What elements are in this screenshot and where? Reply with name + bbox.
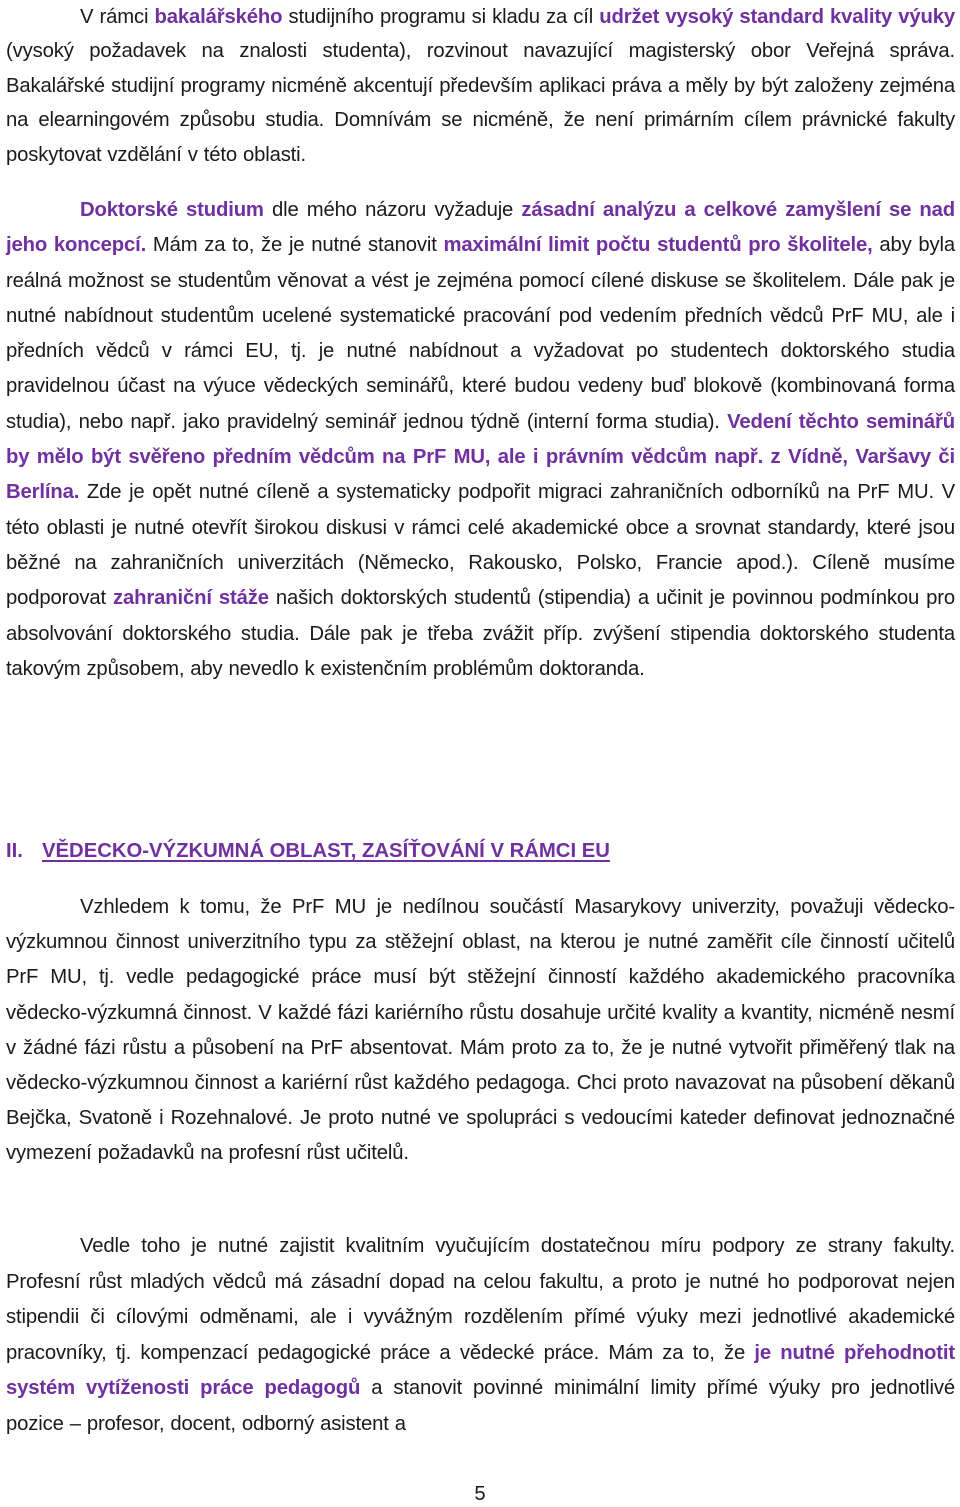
text-run: Vzhledem k tomu, že PrF MU je nedílnou součástí Masarykovy univerzity, považuji vědecko-výzkumnou činnost univerzitního typu za stěžejní oblast, na kterou je nutné zaměřit cíle činností učitelů PrF MU, tj. vedle pedagogické práce musí být stěžejní činností každého akademického pracovníka vědecko-výzkumná činnost. V každé fázi kariérního růstu dosahuje určité kvality a kvantity, nicméně nesmí v žádné fázi růstu a působení na PrF absentovat. Mám proto za to, že je nutné vytvořit přiměřený tlak na vědecko-výzkumnou činnost a kariérní růst každého pedagoga. Chci proto navazovat na působení děkanů Bejčka, Svatoně i Rozehnalové. Je proto nutné ve spolupráci s vedoucími kateder definovat jednoznačné vymezení požadavků na profesní růst učitelů. [6,896,955,1165]
highlight-fundamental-analysis: zásadní analýzu a celkové zamyšlení se nad jeho koncepcí. [6,199,955,257]
text-run: V rámci [80,6,155,28]
text-run: studijního programu si kladu za cíl [282,6,600,28]
highlight-seminar-leadership: Vedení těchto seminářů by mělo být svěřeno předním vědcům na PrF MU, ale i právním vědcům např. z Vídně, Varšavy či Berlína. [6,410,955,504]
text-run: aby byla reálná možnost se studentům věnovat a vést je zejména pomocí cílené diskuse se školitelem. Dále pak je nutné nabídnout studentům ucelené systematické pracování pod vedením předních vědců PrF MU, ale i předních vědců v rámci EU, tj. je nutné nabídnout a vyžadovat po studentech doktorského studia pravidelnou účast na výuce vědeckých seminářů, které budou vedeny buď blokově (kombinovaná forma studia), nebo např. jako pravidelný seminář jednou týdně (interní forma studia). [6,234,955,433]
section-number: II. [6,840,23,862]
highlight-student-limit: maximální limit počtu studentů pro školitele, [443,234,873,257]
paragraph-bachelor-programme [6,0,955,172]
highlight-doctoral-study: Doktorské studium [80,199,264,221]
text-run: a stanovit povinné minimální limity přímé výuky pro jednotlivé pozice – profesor, docent, odborný asistent a [6,1377,955,1435]
text-run: Zde je opět nutné cíleně a systematicky podpořit migraci zahraničních odborníků na PrF MU. V této oblasti je nutné otevřít širokou diskusi v rámci celé akademické obce a srovnat standardy, které jsou běžné na zahraničních univerzitách (Německo, Rakousko, Polsko, Francie apod.). Cíleně musíme podporovat [6,481,955,610]
text-run: dle mého názoru vyžaduje [263,199,522,221]
paragraph-faculty-support [6,1229,955,1443]
highlight-quality-standard: udržet vysoký standard kvality výuky [599,6,955,28]
highlight-foreign-internships: zahraniční stáže [113,587,269,610]
paragraph-research-activity [6,890,955,1172]
text-run: Vedle toho je nutné zajistit kvalitním vyučujícím dostatečnou míru podpory ze strany fakulty. Profesní růst mladých vědců má zásadní dopad na celou fakultu, a proto je nutné ho podporovat nejen stipendii či cílovými odměnami, ale i vyvážným rozdělením přímé výuky mezi jednotlivé akademické pracovníky, tj. kompenzací pedagogické práce a vědecké práce. Mám za to, že [6,1235,955,1364]
text-run: našich doktorských studentů (stipendia) a učinit je povinnou podmínkou pro absolvování doktorského studia. Dále pak je třeba zvážit příp. zvýšení stipendia doktorského studenta takovým způsobem, aby nevedlo k existenčním problémům doktoranda. [6,587,955,680]
highlight-workload-system: je nutné přehodnotit systém vytíženosti práce pedagogů [6,1341,955,1400]
paragraph-doctoral-study [6,193,955,687]
section-heading [6,836,610,866]
text-run: Mám za to, že je nutné stanovit [146,234,444,257]
page-number: 5 [474,1483,486,1505]
text-run: (vysoký požadavek na znalosti studenta), rozvinout navazující magisterský obor Veřejná správa. Bakalářské studijní programy nicméně akcentují především aplikaci práva a měly by být založeny zejména na elearningovém způsobu studia. Domnívám se nicméně, že není primárním cílem právnické fakulty poskytovat vzdělání v této oblasti. [6,40,955,166]
section-title: VĚDECKO-VÝZKUMNÁ OBLAST, ZASÍŤOVÁNÍ V RÁMCI EU [42,840,610,862]
highlight-bachelor: bakalářského [154,6,283,28]
